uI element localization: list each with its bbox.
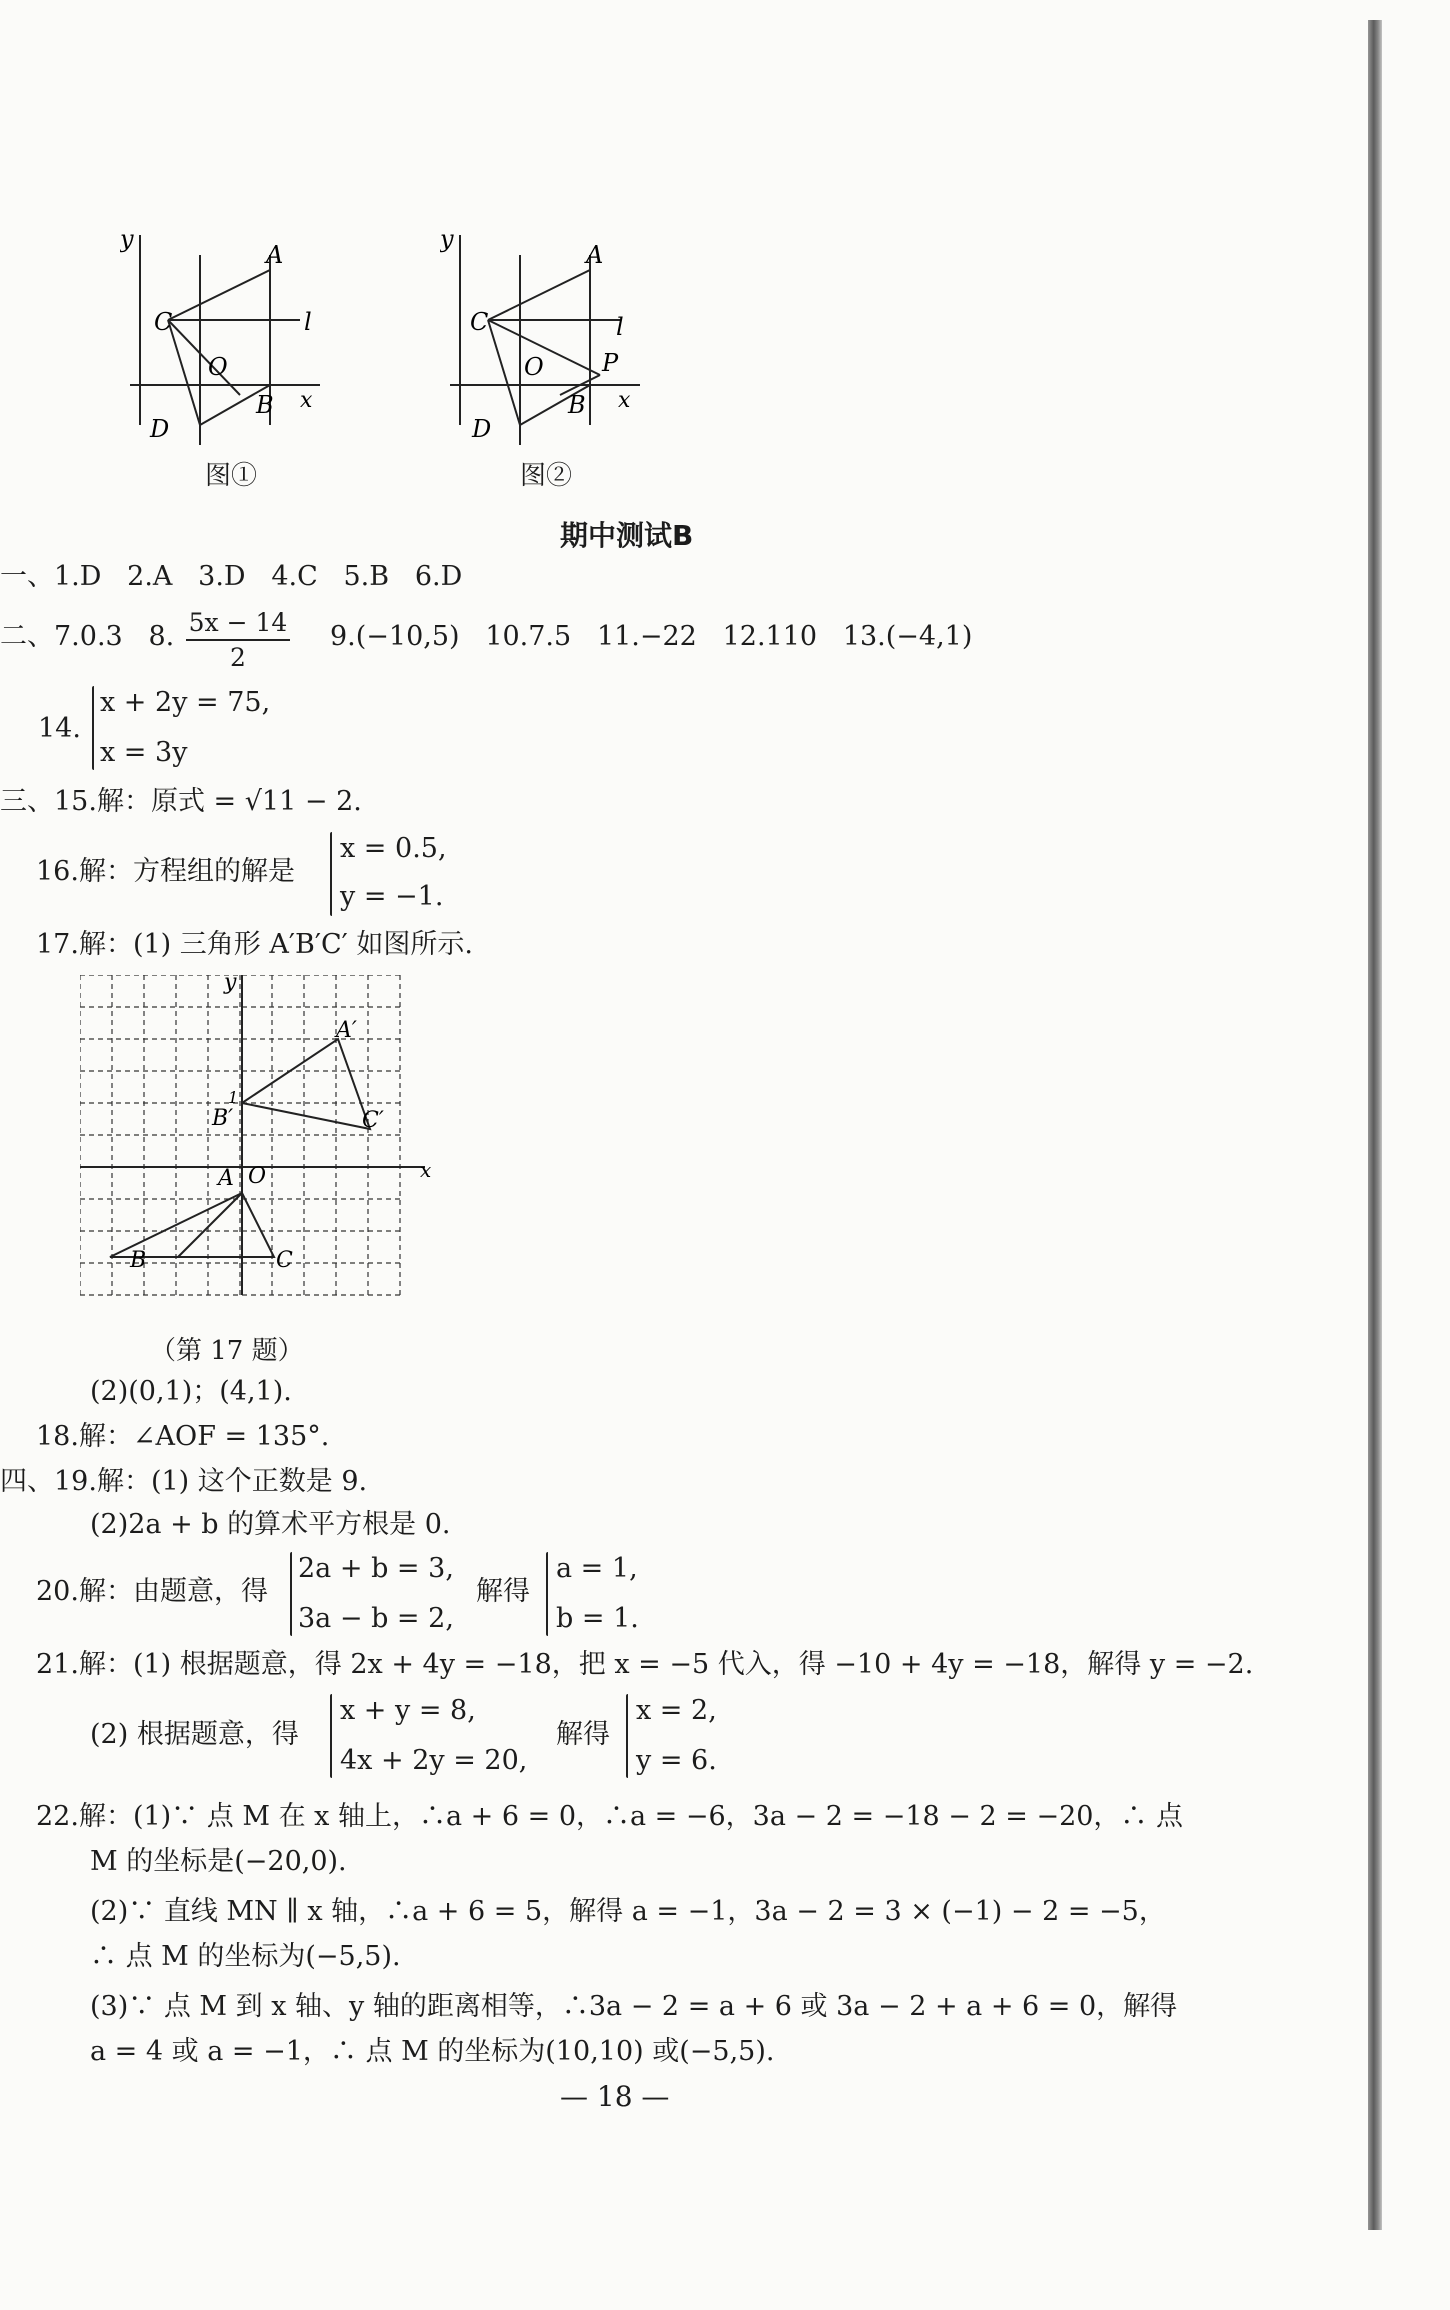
- q20-mid: 解得: [476, 1576, 530, 1607]
- q22-line-4: ∴ 点 M 的坐标为(−5,5).: [90, 1941, 401, 1972]
- fig2-label-D: D: [472, 415, 492, 443]
- fig1-label-x: x: [300, 388, 313, 413]
- q17-label-B: B: [130, 1248, 147, 1273]
- q16-brace: [330, 832, 332, 916]
- q20-eq1: 2a + b = 3,: [298, 1553, 454, 1584]
- q20-eq2: 3a − b = 2,: [298, 1603, 454, 1634]
- q20-brace-2: [546, 1552, 548, 1636]
- q14-label: 14.: [38, 713, 81, 744]
- fig1-label-A: A: [266, 241, 284, 269]
- q22-line-3: (2)∵ 直线 MN ∥ x 轴，∴a + 6 = 5，解得 a = −1，3a − 2 = 3 × (−1) − 2 = −5，: [90, 1896, 1166, 1927]
- q16-label: 16.解：方程组的解是: [36, 856, 295, 887]
- q22-line-6: a = 4 或 a = −1，∴ 点 M 的坐标为(10,10) 或(−5,5).: [90, 2036, 775, 2067]
- fig2-label-C: C: [470, 308, 489, 336]
- q17-grid-figure: [80, 975, 440, 1305]
- q17-label-B-prime: B′: [212, 1106, 234, 1131]
- q19-part-2: (2)2a + b 的算术平方根是 0.: [90, 1509, 451, 1540]
- q17-part-2: (2)(0,1)；(4,1).: [90, 1376, 292, 1407]
- fig1-label-O: O: [208, 353, 228, 381]
- q8-denominator: 2: [230, 643, 246, 672]
- figure-2-diagram: [440, 225, 660, 460]
- q16-eq1: x = 0.5,: [340, 833, 447, 864]
- figure-2-caption: 图②: [520, 461, 573, 491]
- q22-line-1: 22.解：(1)∵ 点 M 在 x 轴上，∴a + 6 = 0，∴a = −6，3a − 2 = −18 − 2 = −20，∴ 点: [36, 1801, 1184, 1832]
- q20-brace-1: [290, 1552, 292, 1636]
- scan-binding-edge: [1368, 20, 1382, 2230]
- q22-line-2: M 的坐标是(−20,0).: [90, 1846, 347, 1877]
- q8-numerator: 5x − 14: [188, 608, 288, 637]
- q20-label: 20.解：由题意，得: [36, 1576, 268, 1607]
- fig1-label-D: D: [150, 415, 170, 443]
- fig1-label-B: B: [256, 391, 274, 419]
- q16-eq2: y = −1.: [340, 881, 444, 912]
- figure-1-diagram: [120, 225, 340, 460]
- q20-sol1: a = 1,: [556, 1553, 638, 1584]
- q21-part-2-label: (2) 根据题意，得: [90, 1719, 299, 1750]
- q21-brace-1: [330, 1694, 332, 1778]
- fig1-quadrilateral: [168, 270, 270, 425]
- fig2-label-B: B: [568, 391, 586, 419]
- q14-eq1: x + 2y = 75,: [100, 687, 271, 718]
- q8-fraction: [186, 608, 290, 672]
- q22-line-5: (3)∵ 点 M 到 x 轴、y 轴的距离相等，∴3a − 2 = a + 6 或 3a − 2 + a + 6 = 0，解得: [90, 1991, 1178, 2022]
- q21-sol1: x = 2,: [636, 1695, 717, 1726]
- page-number: — 18 —: [560, 2080, 670, 2113]
- fig1-label-y: y: [120, 225, 134, 253]
- section-title: 期中测试B: [560, 519, 694, 552]
- q14-eq2: x = 3y: [100, 737, 188, 768]
- q17-label-x: x: [420, 1158, 432, 1182]
- fig2-label-O: O: [524, 353, 544, 381]
- q17-caption: （第 17 题）: [150, 1336, 304, 1366]
- q17-label-A: A: [218, 1166, 234, 1191]
- q17-label-C-prime: C′: [362, 1108, 384, 1133]
- q17-label-C: C: [276, 1248, 293, 1273]
- q21-brace-2: [626, 1694, 628, 1778]
- q18-answer: 18.解：∠AOF = 135°.: [36, 1421, 330, 1452]
- fig2-label-A: A: [586, 241, 604, 269]
- q21-part-1: 21.解：(1) 根据题意，得 2x + 4y = −18，把 x = −5 代入，得 −10 + 4y = −18，解得 y = −2.: [36, 1649, 1254, 1680]
- answers-part-1: 一、1.D 2.A 3.D 4.C 5.B 6.D: [0, 561, 463, 592]
- q21-eq2: 4x + 2y = 20,: [340, 1745, 528, 1776]
- fig2-label-x: x: [618, 388, 631, 413]
- answers-part-2-post: 9.(−10,5) 10.7.5 11.−22 12.110 13.(−4,1): [330, 621, 973, 652]
- fig1-label-C: C: [154, 308, 173, 336]
- figure-1-caption: 图①: [205, 461, 258, 491]
- q17-label-one: 1: [228, 1088, 239, 1107]
- q15-answer: 三、15.解：原式 = √11 − 2.: [0, 786, 362, 817]
- q19-part-1: 四、19.解：(1) 这个正数是 9.: [0, 1466, 368, 1497]
- fig2-label-l: l: [616, 313, 624, 341]
- answers-part-2-pre: 二、7.0.3 8.: [0, 621, 175, 652]
- q21-mid: 解得: [556, 1719, 610, 1750]
- q17-label-y: y: [224, 975, 237, 995]
- q17-triangle-prime: [242, 1039, 370, 1129]
- q17-label-O: O: [248, 1164, 267, 1189]
- fig1-label-l: l: [304, 308, 312, 336]
- q21-eq1: x + y = 8,: [340, 1695, 476, 1726]
- q17-label-A-prime: A′: [336, 1018, 357, 1043]
- q17-line: 17.解：(1) 三角形 A′B′C′ 如图所示.: [36, 929, 473, 960]
- q20-sol2: b = 1.: [556, 1603, 639, 1634]
- q21-sol2: y = 6.: [636, 1745, 717, 1776]
- fig2-label-y: y: [440, 225, 454, 253]
- fig2-label-P: P: [602, 349, 619, 377]
- q14-brace: [92, 686, 94, 770]
